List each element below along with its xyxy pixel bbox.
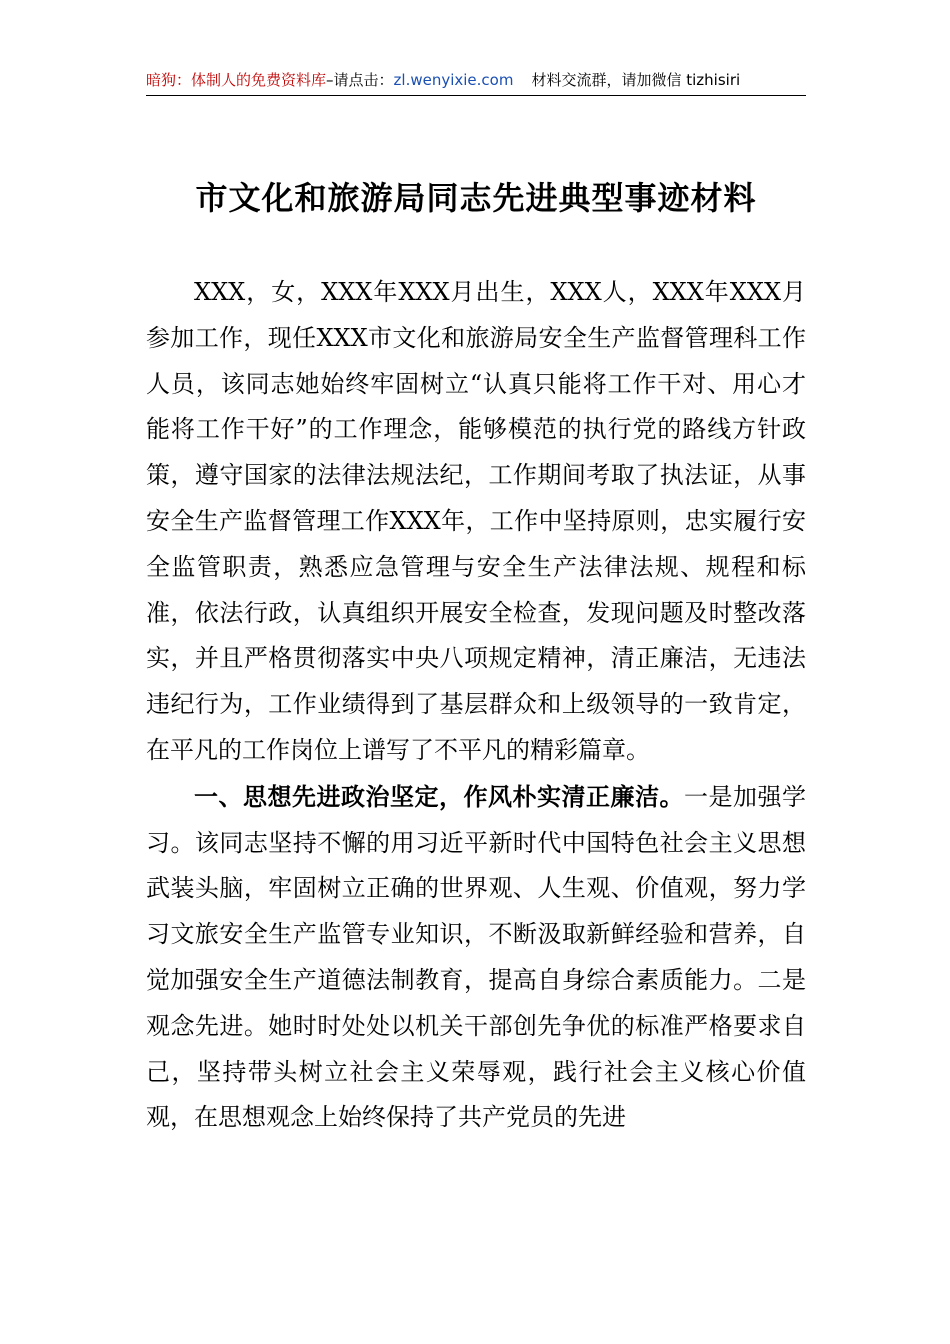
- header-wechat-note: 材料交流群，请加微信 tizhisiri: [531, 71, 741, 89]
- document-title: 市文化和旅游局同志先进典型事迹材料: [195, 179, 757, 217]
- paragraph-section-1: [146, 774, 806, 1141]
- header-site-name: 暗狗：体制人的免费资料库: [146, 71, 327, 89]
- header-divider: [146, 95, 806, 96]
- page-header: [146, 68, 806, 92]
- document-body: [146, 270, 806, 1141]
- header-link[interactable]: zl.wenyixie.com: [393, 71, 514, 89]
- section-1-text: 一是加强学习。该同志坚持不懈的用习近平新时代中国特色社会主义思想武装头脑，牢固树立正确的世界观、人生观、价值观，努力学习文旅安全生产监管专业知识，不断汲取新鲜经验和营养，自觉加强安全生产道德法制教育，提高自身综合素质能力。二是观念先进。她时时处处以机关干部创先争优的标准严格要求自己，坚持带头树立社会主义荣辱观，践行社会主义核心价值观，在思想观念上始终保持了共产党员的先进: [146, 782, 806, 1132]
- paragraph-intro: XXX，女，XXX年XXX月出生，XXX人，XXX年XXX月参加工作，现任XXX市文化和旅游局安全生产监督管理科工作人员，该同志她始终牢固树立“认真只能将工作干对、用心才能将工作干好”的工作理念，能够模范的执行党的路线方针政策，遵守国家的法律法规法纪，工作期间考取了执法证，从事安全生产监督管理工作XXX年，工作中坚持原则，忠实履行安全监管职责，熟悉应急管理与安全生产法律法规、规程和标准，依法行政，认真组织开展安全检查，发现问题及时整改落实，并且严格贯彻落实中央八项规定精神，清正廉洁，无违法违纪行为，工作业绩得到了基层群众和上级领导的一致肯定，在平凡的工作岗位上谱写了不平凡的精彩篇章。: [146, 278, 806, 764]
- section-1-heading: 一、思想先进政治坚定，作风朴实清正廉洁。: [194, 781, 684, 811]
- header-click-prompt: –请点击：: [326, 71, 394, 89]
